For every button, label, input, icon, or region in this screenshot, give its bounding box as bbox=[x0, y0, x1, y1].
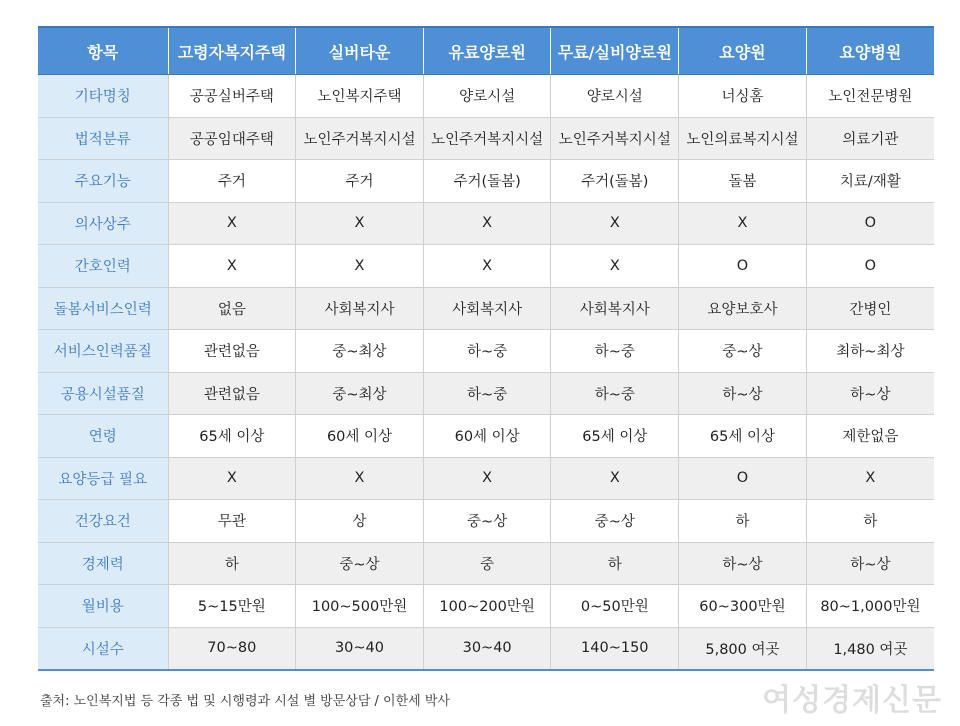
header-cell: 요양원 bbox=[679, 27, 807, 75]
table-cell: 하 bbox=[679, 500, 807, 543]
table-cell: 최하~최상 bbox=[806, 330, 934, 373]
table-cell: X bbox=[168, 202, 296, 245]
row-label: 공용시설품질 bbox=[38, 372, 168, 415]
table-cell: 사회복지사 bbox=[551, 287, 679, 330]
table-cell: X bbox=[168, 457, 296, 500]
table-cell: X bbox=[806, 457, 934, 500]
table-row bbox=[38, 245, 934, 288]
table-cell: 노인주거복지시설 bbox=[296, 117, 424, 160]
table-cell: 중~최상 bbox=[296, 330, 424, 373]
table-cell: 하~상 bbox=[679, 372, 807, 415]
table-cell: 의료기관 bbox=[806, 117, 934, 160]
table-cell: 5,800 여곳 bbox=[679, 627, 807, 670]
table-cell: 하~중 bbox=[423, 330, 551, 373]
table-cell: 주거(돌봄) bbox=[551, 160, 679, 203]
header-cell: 요양병원 bbox=[806, 27, 934, 75]
table-cell: 중 bbox=[423, 542, 551, 585]
row-label: 서비스인력품질 bbox=[38, 330, 168, 373]
table-cell: 사회복지사 bbox=[423, 287, 551, 330]
table-cell: X bbox=[423, 457, 551, 500]
table-cell: 100~200만원 bbox=[423, 585, 551, 628]
table-cell: 노인복지주택 bbox=[296, 75, 424, 118]
table-cell: 100~500만원 bbox=[296, 585, 424, 628]
table-cell: 중~상 bbox=[423, 500, 551, 543]
table-cell: 주거(돌봄) bbox=[423, 160, 551, 203]
table-cell: 양로시설 bbox=[551, 75, 679, 118]
table-cell: 간병인 bbox=[806, 287, 934, 330]
facility-comparison-table bbox=[38, 26, 934, 671]
table-cell: 노인주거복지시설 bbox=[423, 117, 551, 160]
table-row bbox=[38, 75, 934, 118]
publisher-watermark: 여성경제신문 bbox=[762, 683, 942, 718]
table-cell: 중~상 bbox=[679, 330, 807, 373]
table-cell: 하~상 bbox=[806, 542, 934, 585]
row-label: 시설수 bbox=[38, 627, 168, 670]
table-cell: 60세 이상 bbox=[296, 415, 424, 458]
table-cell: 중~상 bbox=[296, 542, 424, 585]
table-cell: 65세 이상 bbox=[168, 415, 296, 458]
row-label: 간호인력 bbox=[38, 245, 168, 288]
table-row bbox=[38, 372, 934, 415]
table-cell: O bbox=[806, 245, 934, 288]
header-cell: 무료/실비양로원 bbox=[551, 27, 679, 75]
table-cell: 관련없음 bbox=[168, 330, 296, 373]
table-cell: 중~최상 bbox=[296, 372, 424, 415]
table-cell: X bbox=[551, 202, 679, 245]
table-row bbox=[38, 415, 934, 458]
table-cell: 1,480 여곳 bbox=[806, 627, 934, 670]
table-cell: O bbox=[679, 245, 807, 288]
table-header-row bbox=[38, 27, 934, 75]
table-row bbox=[38, 500, 934, 543]
row-label: 건강요건 bbox=[38, 500, 168, 543]
row-label: 돌봄서비스인력 bbox=[38, 287, 168, 330]
table-cell: 주거 bbox=[168, 160, 296, 203]
table-cell: 노인주거복지시설 bbox=[551, 117, 679, 160]
table-cell: 중~상 bbox=[551, 500, 679, 543]
table-cell: 5~15만원 bbox=[168, 585, 296, 628]
header-cell: 실버타운 bbox=[296, 27, 424, 75]
table-cell: 없음 bbox=[168, 287, 296, 330]
source-caption: 출처: 노인복지법 등 각종 법 및 시행령과 시설 별 방문상담 / 이한세 박사 bbox=[40, 694, 450, 709]
table-cell: X bbox=[679, 202, 807, 245]
table-cell: X bbox=[296, 202, 424, 245]
table-cell: 주거 bbox=[296, 160, 424, 203]
table-cell: 30~40 bbox=[296, 627, 424, 670]
table-cell: 하~중 bbox=[423, 372, 551, 415]
row-label: 경제력 bbox=[38, 542, 168, 585]
table-cell: 치료/재활 bbox=[806, 160, 934, 203]
row-label: 기타명칭 bbox=[38, 75, 168, 118]
table-cell: O bbox=[679, 457, 807, 500]
row-label: 주요기능 bbox=[38, 160, 168, 203]
table-cell: 사회복지사 bbox=[296, 287, 424, 330]
table-cell: 하 bbox=[551, 542, 679, 585]
row-label: 요양등급 필요 bbox=[38, 457, 168, 500]
row-label: 연령 bbox=[38, 415, 168, 458]
table-cell: 0~50만원 bbox=[551, 585, 679, 628]
header-cell: 항목 bbox=[38, 27, 168, 75]
table-cell: 하 bbox=[168, 542, 296, 585]
table-cell: 제한없음 bbox=[806, 415, 934, 458]
table-cell: X bbox=[296, 245, 424, 288]
comparison-table-container bbox=[38, 26, 934, 671]
table-cell: X bbox=[551, 457, 679, 500]
table-cell: 돌봄 bbox=[679, 160, 807, 203]
table-cell: X bbox=[423, 202, 551, 245]
table-cell: 노인의료복지시설 bbox=[679, 117, 807, 160]
table-row bbox=[38, 202, 934, 245]
table-cell: 30~40 bbox=[423, 627, 551, 670]
table-row bbox=[38, 585, 934, 628]
table-cell: 너싱홈 bbox=[679, 75, 807, 118]
table-cell: 관련없음 bbox=[168, 372, 296, 415]
table-cell: 65세 이상 bbox=[551, 415, 679, 458]
header-cell: 고령자복지주택 bbox=[168, 27, 296, 75]
row-label: 법적분류 bbox=[38, 117, 168, 160]
table-cell: X bbox=[296, 457, 424, 500]
table-cell: O bbox=[806, 202, 934, 245]
table-cell: 요양보호사 bbox=[679, 287, 807, 330]
table-row bbox=[38, 542, 934, 585]
header-cell: 유료양로원 bbox=[423, 27, 551, 75]
table-cell: 상 bbox=[296, 500, 424, 543]
table-cell: 65세 이상 bbox=[679, 415, 807, 458]
table-cell: X bbox=[551, 245, 679, 288]
table-cell: 하 bbox=[806, 500, 934, 543]
row-label: 월비용 bbox=[38, 585, 168, 628]
table-cell: 80~1,000만원 bbox=[806, 585, 934, 628]
table-cell: 70~80 bbox=[168, 627, 296, 670]
table-cell: 하~상 bbox=[806, 372, 934, 415]
table-cell: 하~상 bbox=[679, 542, 807, 585]
table-cell: 공공임대주택 bbox=[168, 117, 296, 160]
table-cell: X bbox=[168, 245, 296, 288]
row-label: 의사상주 bbox=[38, 202, 168, 245]
table-cell: 공공실버주택 bbox=[168, 75, 296, 118]
table-row bbox=[38, 117, 934, 160]
table-row bbox=[38, 330, 934, 373]
table-cell: 60세 이상 bbox=[423, 415, 551, 458]
table-cell: X bbox=[423, 245, 551, 288]
table-cell: 140~150 bbox=[551, 627, 679, 670]
table-cell: 무관 bbox=[168, 500, 296, 543]
table-row bbox=[38, 160, 934, 203]
table-cell: 60~300만원 bbox=[679, 585, 807, 628]
table-row bbox=[38, 287, 934, 330]
table-cell: 노인전문병원 bbox=[806, 75, 934, 118]
table-cell: 양로시설 bbox=[423, 75, 551, 118]
table-row bbox=[38, 627, 934, 670]
table-cell: 하~중 bbox=[551, 330, 679, 373]
table-cell: 하~중 bbox=[551, 372, 679, 415]
table-row bbox=[38, 457, 934, 500]
